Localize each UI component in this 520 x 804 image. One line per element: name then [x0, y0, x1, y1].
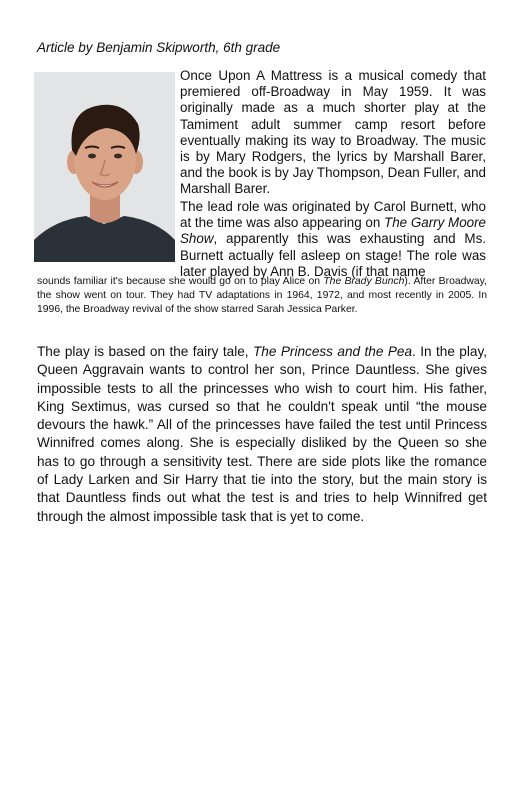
- portrait-illustration: [34, 72, 175, 262]
- lead-role-tail-1: sounds familiar it's because she would go on to play Alice on: [37, 276, 324, 287]
- show-title-brady-bunch: The Brady Bunch: [323, 276, 405, 287]
- article-paragraph-lead-role-continued: [37, 275, 487, 318]
- plot-text-2: . In the play, Queen Aggravain wants to control her son, Prince Dauntless. She gives impossible tests to all the princesses who wish to court him. His father, King Sextimus, was cursed so that he couldn't speak until “the mouse devours the hawk.” All of the princesses have failed the test until Princess Winnifred comes along. She is especially disliked by the Queen so she has to go through a sensitivity test. There are side plots like the romance of Lady Larken and Sir Harry that tie into the story, but the main story is that Dauntless finds out what the test is and tries to help Winnifred get through the almost impossible task that is yet to come.: [37, 344, 488, 524]
- author-photo: [34, 72, 175, 262]
- article-byline: Article by Benjamin Skipworth, 6th grade: [37, 40, 281, 55]
- article-paragraph-plot: [37, 343, 487, 526]
- article-paragraph-lead-role: [180, 199, 486, 280]
- tale-title: The Princess and the Pea: [253, 344, 413, 359]
- article-paragraph-intro: Once Upon A Mattress is a musical comedy that premiered off-Broadway in May 1959. It was originally made as a much shorter play at the Tamiment adult summer camp resort before eventually making its way to Broadway. The music is by Mary Rodgers, the lyrics by Marshall Barer, and the book is by Jay Thompson, Dean Fuller, and Marshall Barer.: [180, 68, 486, 197]
- plot-text-1: The play is based on the fairy tale,: [37, 344, 253, 359]
- lead-role-tail-2: ). After Broadway, the show went on tour. They had TV adaptations in 1964, 1972, and most recently in 2005. In 1996, the Broadway revival of the show starred Sarah Jessica Parker.: [37, 276, 487, 316]
- lead-role-text-1: The lead role was originated by Carol Burnett, who at the time was also appearing on: [180, 199, 486, 231]
- show-title-garry-moore: The Garry Moore Show: [180, 215, 486, 247]
- lead-role-text-2: , apparently this was exhausting and Ms. Burnett actually fell asleep on stage! The role was later played by Ann B. Davis (if that name: [180, 231, 486, 279]
